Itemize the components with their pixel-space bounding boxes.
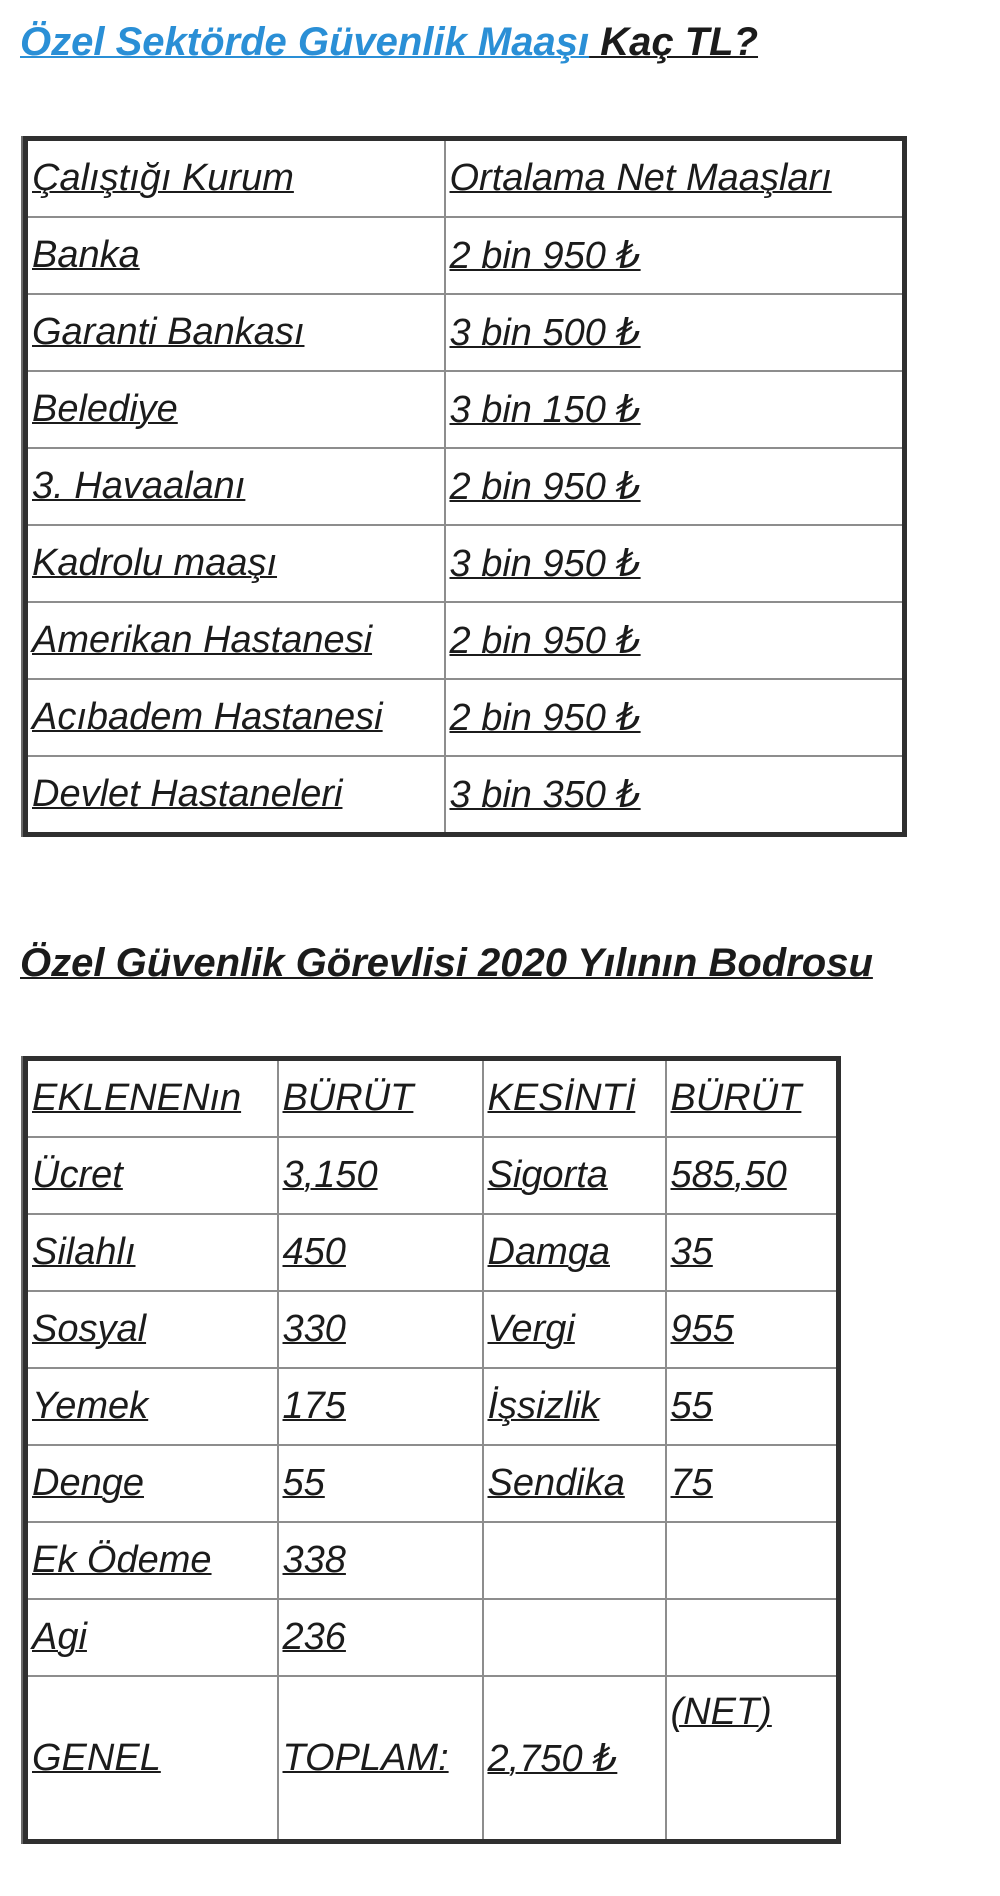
addition-amount-cell: 55: [278, 1445, 483, 1522]
addition-amount-cell: 3,150: [278, 1137, 483, 1214]
salary-cell: 2 bin 950 ₺: [445, 217, 905, 294]
salary-cell: 3 bin 350 ₺: [445, 756, 905, 835]
table-row: [26, 1599, 839, 1676]
salary-cell: 3 bin 150 ₺: [445, 371, 905, 448]
institution-cell: Belediye: [26, 371, 445, 448]
addition-label-cell: Silahlı: [26, 1214, 278, 1291]
deduction-label-cell: Damga: [483, 1214, 666, 1291]
table-row: [26, 1214, 839, 1291]
deduction-amount-cell: 955: [666, 1291, 839, 1368]
net-label-cell: (NET): [666, 1676, 839, 1842]
addition-label-cell: Sosyal: [26, 1291, 278, 1368]
institution-cell: 3. Havaalanı: [26, 448, 445, 525]
total-label-cell: GENEL: [26, 1676, 278, 1842]
table-header-row: [26, 139, 905, 218]
table-row: [26, 371, 905, 448]
deduction-amount-cell: [666, 1522, 839, 1599]
column-header-additions: EKLENENın: [26, 1059, 278, 1138]
institution-cell: Garanti Bankası: [26, 294, 445, 371]
table-row: [26, 1137, 839, 1214]
addition-label-cell: Ücret: [26, 1137, 278, 1214]
table-row: [26, 1368, 839, 1445]
institution-cell: Acıbadem Hastanesi: [26, 679, 445, 756]
table-row: [26, 602, 905, 679]
institution-cell: Devlet Hastaneleri: [26, 756, 445, 835]
addition-label-cell: Ek Ödeme: [26, 1522, 278, 1599]
deduction-label-cell: Sigorta: [483, 1137, 666, 1214]
deduction-label-cell: [483, 1522, 666, 1599]
table-row: [26, 756, 905, 835]
salary-table: [23, 136, 907, 837]
payroll-title: Özel Güvenlik Görevlisi 2020 Yılının Bodrosu: [20, 941, 873, 985]
table-row: [26, 1522, 839, 1599]
net-total-amount: 2,750 ₺: [483, 1676, 666, 1842]
deduction-amount-cell: 35: [666, 1214, 839, 1291]
column-header-gross: BÜRÜT: [666, 1059, 839, 1138]
salary-cell: 3 bin 950 ₺: [445, 525, 905, 602]
addition-amount-cell: 338: [278, 1522, 483, 1599]
addition-label-cell: Yemek: [26, 1368, 278, 1445]
table-header-row: [26, 1059, 839, 1138]
institution-cell: Banka: [26, 217, 445, 294]
table-row: [26, 1445, 839, 1522]
column-header-net-salary: Ortalama Net Maaşları: [445, 139, 905, 218]
table-row: [26, 525, 905, 602]
page-title: [20, 16, 758, 68]
deduction-label-cell: [483, 1599, 666, 1676]
title-rest: Kaç TL?: [589, 20, 759, 64]
deduction-label-cell: Sendika: [483, 1445, 666, 1522]
deduction-amount-cell: 55: [666, 1368, 839, 1445]
salary-cell: 3 bin 500 ₺: [445, 294, 905, 371]
column-header-deductions: KESİNTİ: [483, 1059, 666, 1138]
salary-cell: 2 bin 950 ₺: [445, 602, 905, 679]
total-label-cell-2: TOPLAM:: [278, 1676, 483, 1842]
table-row: [26, 294, 905, 371]
deduction-label-cell: Vergi: [483, 1291, 666, 1368]
table-row: [26, 1291, 839, 1368]
column-header-gross: BÜRÜT: [278, 1059, 483, 1138]
addition-amount-cell: 450: [278, 1214, 483, 1291]
table-row: [26, 679, 905, 756]
deduction-amount-cell: 585,50: [666, 1137, 839, 1214]
column-header-institution: Çalıştığı Kurum: [26, 139, 445, 218]
deduction-amount-cell: [666, 1599, 839, 1676]
addition-label-cell: Denge: [26, 1445, 278, 1522]
addition-amount-cell: 175: [278, 1368, 483, 1445]
addition-label-cell: Agi: [26, 1599, 278, 1676]
title-link[interactable]: Özel Sektörde Güvenlik Maaşı: [20, 20, 590, 64]
salary-cell: 2 bin 950 ₺: [445, 679, 905, 756]
total-row: [26, 1676, 839, 1842]
payroll-table: [23, 1056, 841, 1844]
salary-cell: 2 bin 950 ₺: [445, 448, 905, 525]
institution-cell: Kadrolu maaşı: [26, 525, 445, 602]
deduction-label-cell: İşsizlik: [483, 1368, 666, 1445]
deduction-amount-cell: 75: [666, 1445, 839, 1522]
table-row: [26, 448, 905, 525]
institution-cell: Amerikan Hastanesi: [26, 602, 445, 679]
addition-amount-cell: 330: [278, 1291, 483, 1368]
table-row: [26, 217, 905, 294]
addition-amount-cell: 236: [278, 1599, 483, 1676]
